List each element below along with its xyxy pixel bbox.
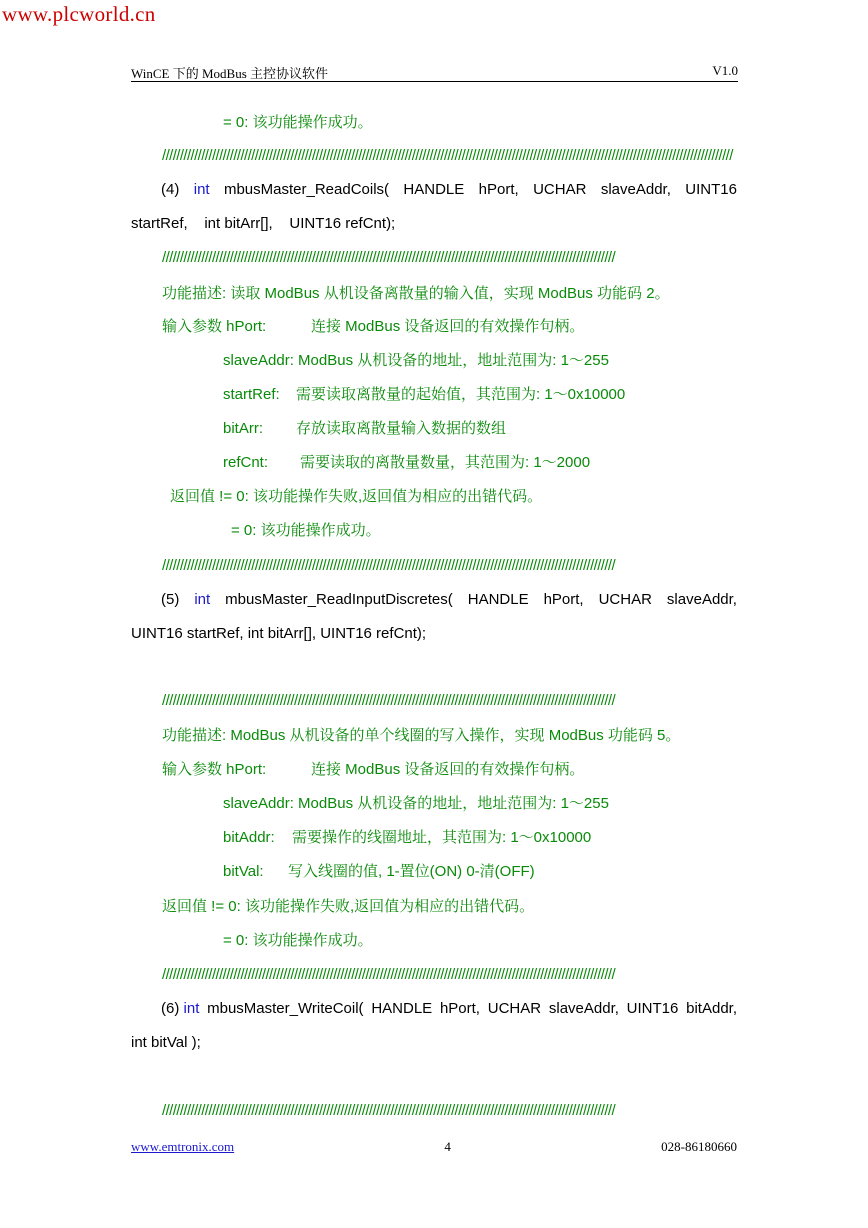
header-rule (131, 81, 738, 82)
f6-signature (131, 1000, 737, 1018)
f4-int-keyword: int (193, 181, 210, 198)
f4-return-fail: 返回值 != 0: 该功能操作失败,返回值为相应的出错代码。 (170, 488, 543, 505)
footer-phone: 028-86180660 (661, 1139, 737, 1154)
f4-startref-desc: 需要读取离散量的起始值，其范围为: 1～0x10000 (296, 386, 626, 403)
separator-line: /////////////////////////////////////////////////////////////////////////////////////////////////////////////////////////////// (162, 1102, 616, 1119)
f6-sig-word: mbusMaster_WriteCoil( (207, 1000, 364, 1017)
f4-sig-word: UINT16 (685, 181, 737, 198)
f5-return-fail: 返回值 != 0: 该功能操作失败,返回值为相应的出错代码。 (162, 898, 535, 915)
f5-sig-word: UCHAR (598, 591, 652, 608)
header-title: WinCE 下的 ModBus 主控协议软件 (131, 66, 329, 81)
f5-input-label: 输入参数 hPort: (162, 761, 267, 778)
f4-slaveaddr-desc: slaveAddr: ModBus 从机设备的地址，地址范围为: 1～255 (223, 352, 609, 369)
f6-sig-word: bitAddr, (686, 1000, 737, 1017)
f4-refcnt-desc: 需要读取的离散量数量，其范围为: 1～2000 (300, 454, 591, 471)
page-footer (131, 1139, 737, 1155)
f5-int-keyword: int (194, 591, 211, 608)
f4-sig-word: hPort, (478, 181, 519, 198)
f4-input-label: 输入参数 hPort: (162, 318, 267, 335)
f4-sig-word: UCHAR (533, 181, 587, 198)
watermark: www.plcworld.cn (2, 2, 156, 26)
f6-number: (6) (161, 1000, 180, 1017)
f5-signature (131, 591, 737, 609)
f4-startref-label: startRef: (223, 386, 280, 403)
f5-bitaddr-label: bitAddr: (223, 829, 275, 846)
f6-sig-word: slaveAddr, (548, 1000, 619, 1017)
f6-signature-line2: int bitVal ); (131, 1034, 201, 1051)
f5-description: 功能描述: ModBus 从机设备的单个线圈的写入操作，实现 ModBus 功能码 5。 (162, 727, 681, 744)
f5-bitval-desc: 写入线圈的值, 1-置位(ON) 0-清(OFF) (288, 863, 535, 880)
separator-line: //////////////////////////////////////////////////////////////////////////////////////////////////////////////////////////////////////////////////////////////// (162, 147, 733, 164)
f5-slaveaddr-desc: slaveAddr: ModBus 从机设备的地址，地址范围为: 1～255 (223, 795, 609, 812)
f5-return-success: = 0: 该功能操作成功。 (223, 932, 373, 949)
separator-line: /////////////////////////////////////////////////////////////////////////////////////////////////////////////////////////////// (162, 966, 616, 983)
f5-signature-line2: UINT16 startRef, int bitArr[], UINT16 refCnt); (131, 625, 427, 642)
f5-number: (5) (161, 591, 180, 608)
f6-int-keyword: int (183, 1000, 200, 1017)
f5-sig-word: mbusMaster_ReadInputDiscretes( (225, 591, 453, 608)
f6-sig-word: UINT16 (626, 1000, 679, 1017)
footer-website-link[interactable]: www.emtronix.com (131, 1139, 235, 1154)
f4-sig-word: slaveAddr, (600, 181, 671, 198)
prev-success-text: = 0: 该功能操作成功。 (223, 114, 373, 131)
f4-hport-desc: 连接 ModBus 设备返回的有效操作句柄。 (311, 318, 585, 335)
f4-description: 功能描述: 读取 ModBus 从机设备离散量的输入值，实现 ModBus 功能码 2。 (162, 285, 670, 302)
page-number: 4 (444, 1139, 451, 1154)
f5-sig-word: slaveAddr, (666, 591, 737, 608)
f6-number-kw (161, 1000, 199, 1018)
f5-sig-word: HANDLE (467, 591, 529, 608)
f4-bitarr-desc: 存放读取离散量输入数据的数组 (296, 420, 507, 437)
f4-signature (131, 181, 737, 199)
f6-sig-word: hPort, (439, 1000, 480, 1017)
page-header (131, 63, 738, 82)
f4-sig-word: HANDLE (403, 181, 465, 198)
f4-return-success: = 0: 该功能操作成功。 (231, 522, 381, 539)
f4-signature-line2: startRef, int bitArr[], UINT16 refCnt); (131, 215, 396, 232)
f5-bitaddr-desc: 需要操作的线圈地址，其范围为: 1～0x10000 (292, 829, 592, 846)
f4-number: (4) (161, 181, 180, 198)
f4-sig-word: mbusMaster_ReadCoils( (223, 181, 390, 198)
f6-sig-word: UCHAR (487, 1000, 542, 1017)
f5-sig-word: hPort, (543, 591, 584, 608)
f4-bitarr-label: bitArr: (223, 420, 264, 437)
f5-hport-desc: 连接 ModBus 设备返回的有效操作句柄。 (311, 761, 585, 778)
separator-line: /////////////////////////////////////////////////////////////////////////////////////////////////////////////////////////////// (162, 557, 616, 574)
header-version: V1.0 (712, 63, 738, 78)
f6-sig-word: HANDLE (371, 1000, 433, 1017)
separator-line: /////////////////////////////////////////////////////////////////////////////////////////////////////////////////////////////// (162, 249, 616, 266)
f5-bitval-label: bitVal: (223, 863, 264, 880)
separator-line: /////////////////////////////////////////////////////////////////////////////////////////////////////////////////////////////// (162, 692, 616, 709)
f4-refcnt-label: refCnt: (223, 454, 269, 471)
